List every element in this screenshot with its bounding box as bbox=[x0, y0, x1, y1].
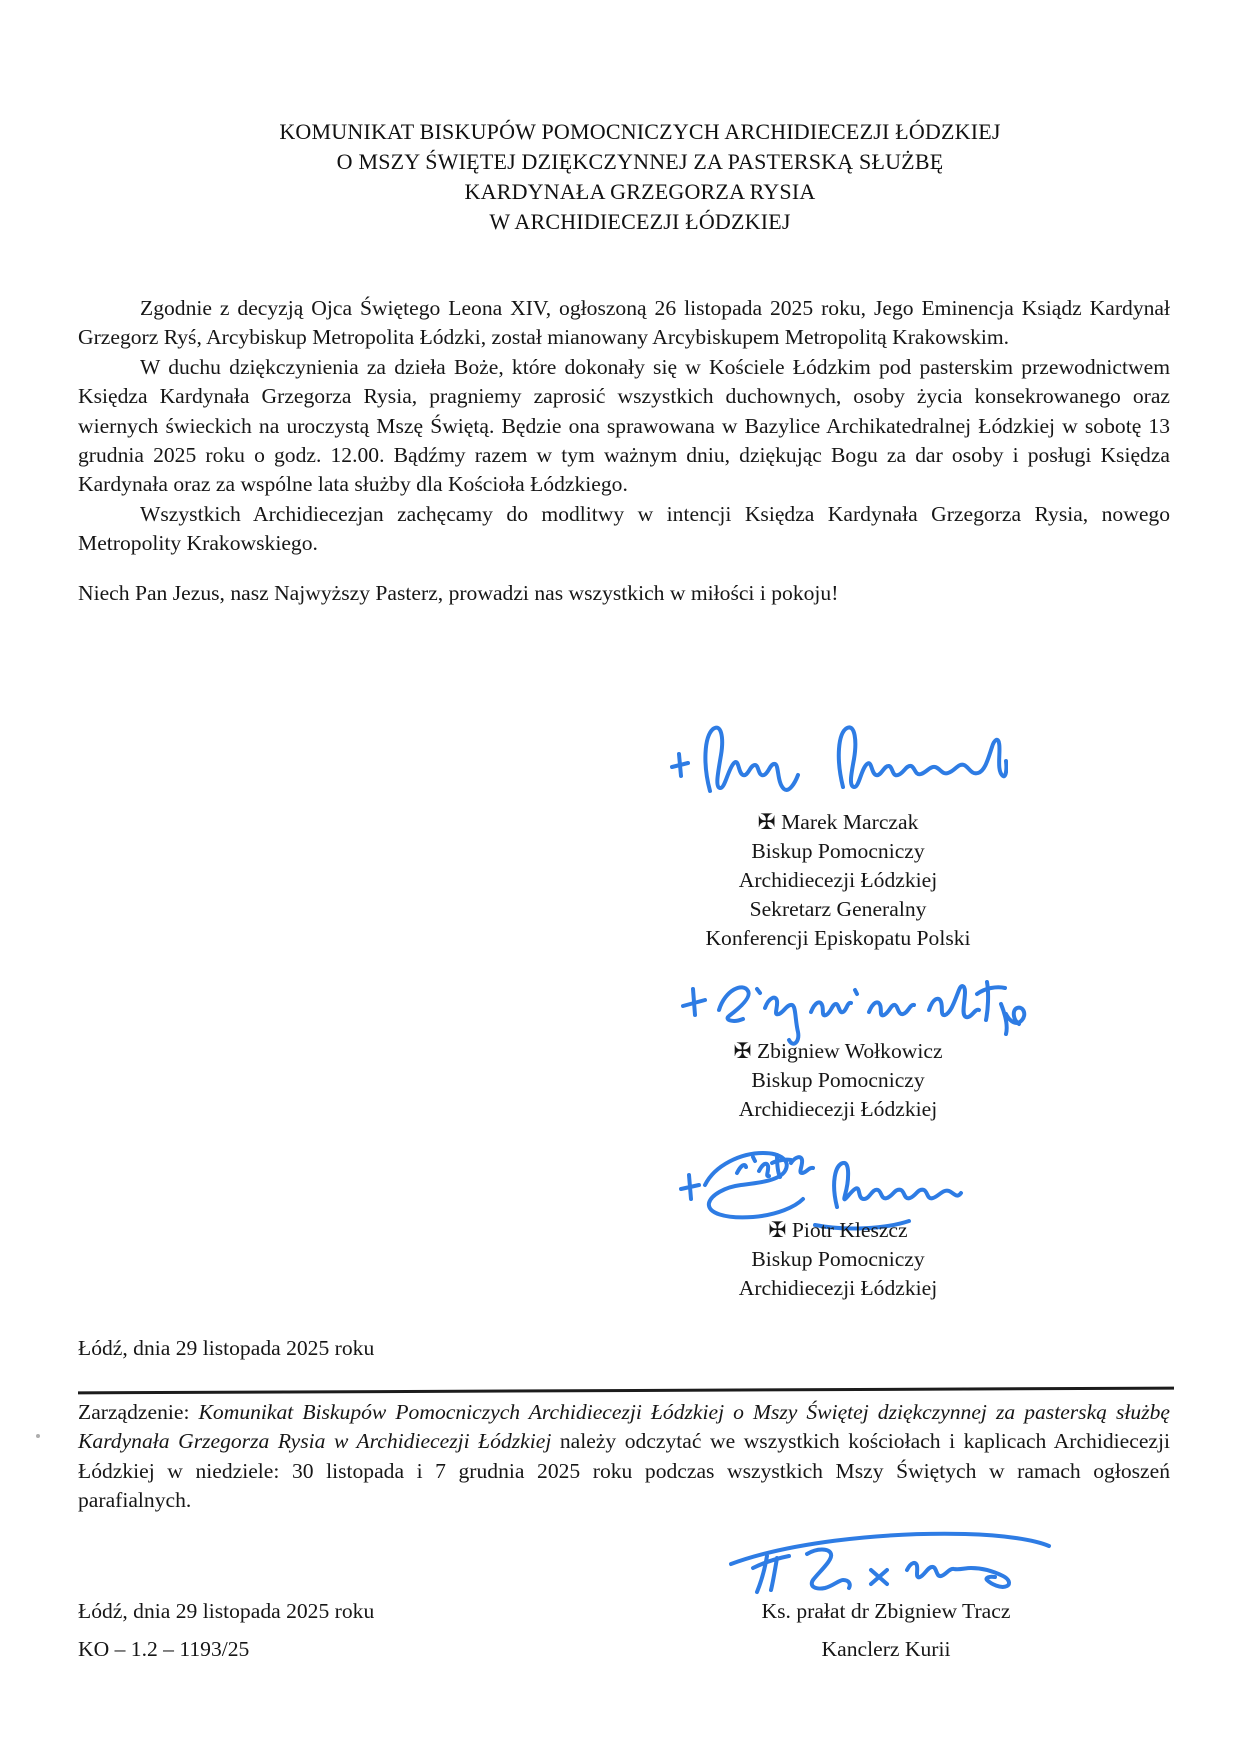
signatory-name: ✠ Zbigniew Wołkowicz bbox=[733, 1039, 943, 1063]
closing-blessing-line: Niech Pan Jezus, nasz Najwyższy Pasterz, prowadzi nas wszystkich w miłości i pokoju! bbox=[78, 580, 839, 605]
order-decree-title: Komunikat Biskupów Pomocniczych Archidiecezji Łódzkiej o Mszy Świętej dziękczynnej za pasterską służbę Kardynała Grzegorza Rysia w Archidiecezji Łódzkiej bbox=[78, 1400, 1170, 1454]
paragraph-invitation: W duchu dziękczynienia za dzieła Boże, które dokonały się w Kościele Łódzkim pod pasterskim przewodnictwem Księdza Kardynała Grzegorza Rysia, pragniemy zaprosić wszystkich duchownych, osoby życia konsekrowanego oraz wiernych świeckich na uroczystą Mszę Świętą. Będzie ona sprawowana w Bazylice Archikatedralnej Łódzkiej w sobotę 13 grudnia 2025 roku o godz. 12.00. Bądźmy razem w tym ważnym dniu, dziękując Bogu za dar osoby i posługi Księdza Kardynała oraz za wspólne lata służby dla Kościoła Łódzkiego. bbox=[78, 354, 1170, 497]
footer-reference-number: KO – 1.2 – 1193/25 bbox=[78, 1637, 250, 1661]
title-line-3: KARDYNAŁA GRZEGORZA RYSIA bbox=[464, 179, 816, 204]
signatory-role: Biskup Pomocniczy bbox=[751, 839, 925, 863]
order-label: Zarządzenie: bbox=[78, 1400, 199, 1424]
signatory-role: Biskup Pomocniczy bbox=[751, 1247, 925, 1271]
title-line-1: KOMUNIKAT BISKUPÓW POMOCNICZYCH ARCHIDIECEZJI ŁÓDZKIEJ bbox=[279, 119, 1001, 144]
chancellor-title: Kanclerz Kurii bbox=[821, 1637, 951, 1661]
signatory-role: Archidiecezji Łódzkiej bbox=[738, 1097, 938, 1121]
signature-tracz-ink bbox=[715, 1524, 1055, 1602]
paragraph-nomination: Zgodnie z decyzją Ojca Świętego Leona XIV, ogłoszoną 26 listopada 2025 roku, Jego Eminencja Ksiądz Kardynał Grzegorz Ryś, Arcybiskup Metropolita Łódzki, został mianowany Arcybiskupem Metropolitą Krakowskim. bbox=[78, 296, 1170, 350]
chancellor-name: Ks. prałat dr Zbigniew Tracz bbox=[761, 1599, 1011, 1623]
signatory-block-kleszcz bbox=[598, 1216, 1078, 1303]
handwritten-signature-icon bbox=[715, 1524, 1055, 1602]
signatory-name: ✠ Piotr Kleszcz bbox=[768, 1218, 908, 1242]
signature-marczak-ink bbox=[658, 703, 1008, 798]
footer-chancellor-block bbox=[700, 1592, 1072, 1668]
handwritten-signature-icon bbox=[658, 703, 1008, 798]
paragraph-prayer-request: Wszystkich Archidiecezjan zachęcamy do modlitwy w intencji Księdza Kardynała Grzegorza Rysia, nowego Metropolity Krakowskiego. bbox=[78, 501, 1170, 556]
signatory-name: ✠ Marek Marczak bbox=[757, 810, 919, 834]
signatory-role: Archidiecezji Łódzkiej bbox=[738, 1276, 938, 1300]
scan-speck bbox=[36, 1434, 40, 1438]
signatory-block-wolkowicz bbox=[598, 1037, 1078, 1124]
chancery-order-paragraph bbox=[78, 1398, 1170, 1516]
footer-left-block bbox=[78, 1592, 374, 1668]
body-text bbox=[78, 294, 1170, 608]
order-instruction: należy odczytać we wszystkich kościołach i kaplicach Archidiecezji Łódzkiej w niedziele: 30 listopada i 7 grudnia 2025 roku podczas wszystkich Mszy Świętych w ramach ogłoszeń parafialnych. bbox=[78, 1429, 1170, 1513]
signatory-role: Konferencji Episkopatu Polski bbox=[705, 926, 971, 950]
place-date-line: Łódź, dnia 29 listopada 2025 roku bbox=[78, 1336, 375, 1360]
signatory-role: Archidiecezji Łódzkiej bbox=[738, 868, 938, 892]
signatory-role: Sekretarz Generalny bbox=[749, 897, 927, 921]
separator-rule bbox=[78, 1387, 1174, 1395]
signatory-role: Biskup Pomocniczy bbox=[751, 1068, 925, 1092]
document-title bbox=[40, 117, 1240, 237]
title-line-2: O MSZY ŚWIĘTEJ DZIĘKCZYNNEJ ZA PASTERSKĄ SŁUŻBĘ bbox=[336, 149, 944, 174]
footer-place-date-line: Łódź, dnia 29 listopada 2025 roku bbox=[78, 1599, 375, 1623]
signatory-block-marczak bbox=[598, 808, 1078, 953]
title-line-4: W ARCHIDIECEZJI ŁÓDZKIEJ bbox=[489, 209, 791, 234]
